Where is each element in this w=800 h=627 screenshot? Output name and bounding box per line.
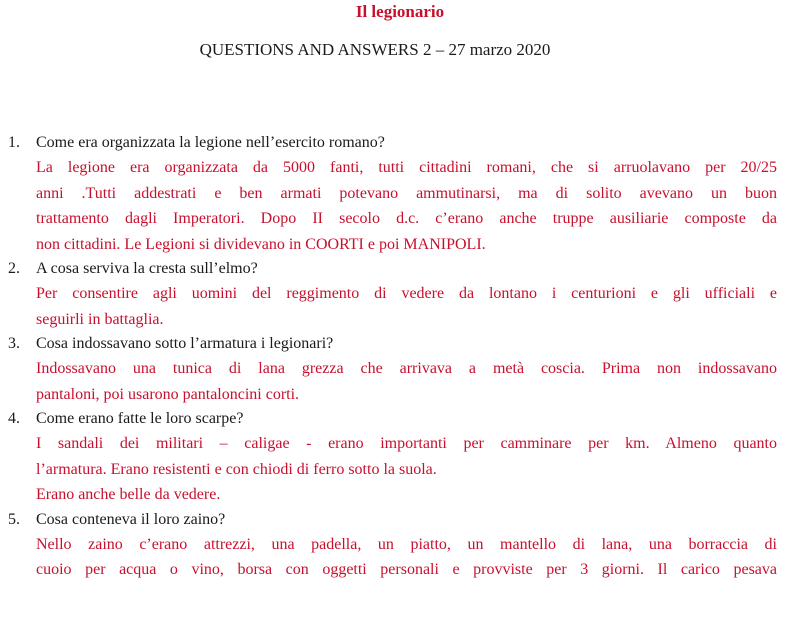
answer-line: Per consentire agli uomini del reggimento di vedere da lontano i centurioni e gli ufficiali e	[36, 285, 777, 302]
question-text: Cosa conteneva il loro zaino?	[36, 510, 226, 528]
answer-line: pantaloni, poi usarono pantaloncini corti.	[36, 385, 300, 403]
document-title: Il legionario	[355, 2, 445, 21]
answer-line: Nello zaino c’erano attrezzi, una padella, un piatto, un mantello di lana, una borraccia di	[36, 535, 777, 553]
answer-text	[36, 532, 777, 583]
answer-line: cuoio per acqua o vino, borsa con oggetti personali e provviste per 3 giorni. Il carico pesava	[36, 561, 777, 578]
answer-text	[36, 356, 777, 407]
answer-text	[36, 281, 777, 332]
answer-line: trattamento dagli Imperatori. Dopo II secolo d.c. c’erano anche truppe ausiliarie composte da	[36, 210, 777, 227]
question-text: Come era organizzata la legione nell’esercito romano?	[36, 134, 385, 151]
question-number: 2.	[8, 260, 20, 277]
answer-line: anni .Tutti addestrati e ben armati potevano ammutinarsi, ma di solito avevano un buon	[36, 184, 777, 202]
qa-list	[0, 131, 800, 583]
question-text: Cosa indossavano sotto l’armatura i legionari?	[36, 335, 334, 352]
answer-line: seguirli in battaglia.	[36, 310, 164, 328]
answer-line: l’armatura. Erano resistenti e con chiodi di ferro sotto la suola.	[36, 460, 437, 478]
answer-line: Indossavano una tunica di lana grezza che arrivava a metà coscia. Prima non indossavano	[36, 360, 777, 377]
answer-line: La legione era organizzata da 5000 fanti, tutti cittadini romani, che si arruolavano per 20/25	[36, 159, 777, 176]
answer-text	[36, 431, 777, 508]
question-text: Come erano fatte le loro scarpe?	[36, 410, 244, 427]
answer-line: I sandali dei militari – caligae - erano importanti per camminare per km. Almeno quanto	[36, 435, 777, 452]
answer-text	[36, 155, 777, 257]
answer-line: non cittadini. Le Legioni si dividevano in COORTI e poi MANIPOLI.	[36, 235, 486, 253]
question-text: A cosa serviva la cresta sull’elmo?	[36, 260, 258, 277]
qa-item	[0, 131, 800, 257]
answer-line: Erano anche belle da vedere.	[36, 486, 221, 503]
qa-item	[0, 332, 800, 407]
qa-item	[0, 407, 800, 508]
qa-item	[0, 257, 800, 332]
question-number: 4.	[8, 410, 20, 427]
question-number: 3.	[8, 335, 20, 352]
qa-item	[0, 508, 800, 583]
question-number: 5.	[8, 510, 20, 528]
question-number: 1.	[8, 134, 20, 151]
document-subtitle: QUESTIONS AND ANSWERS 2 – 27 marzo 2020	[199, 40, 551, 59]
